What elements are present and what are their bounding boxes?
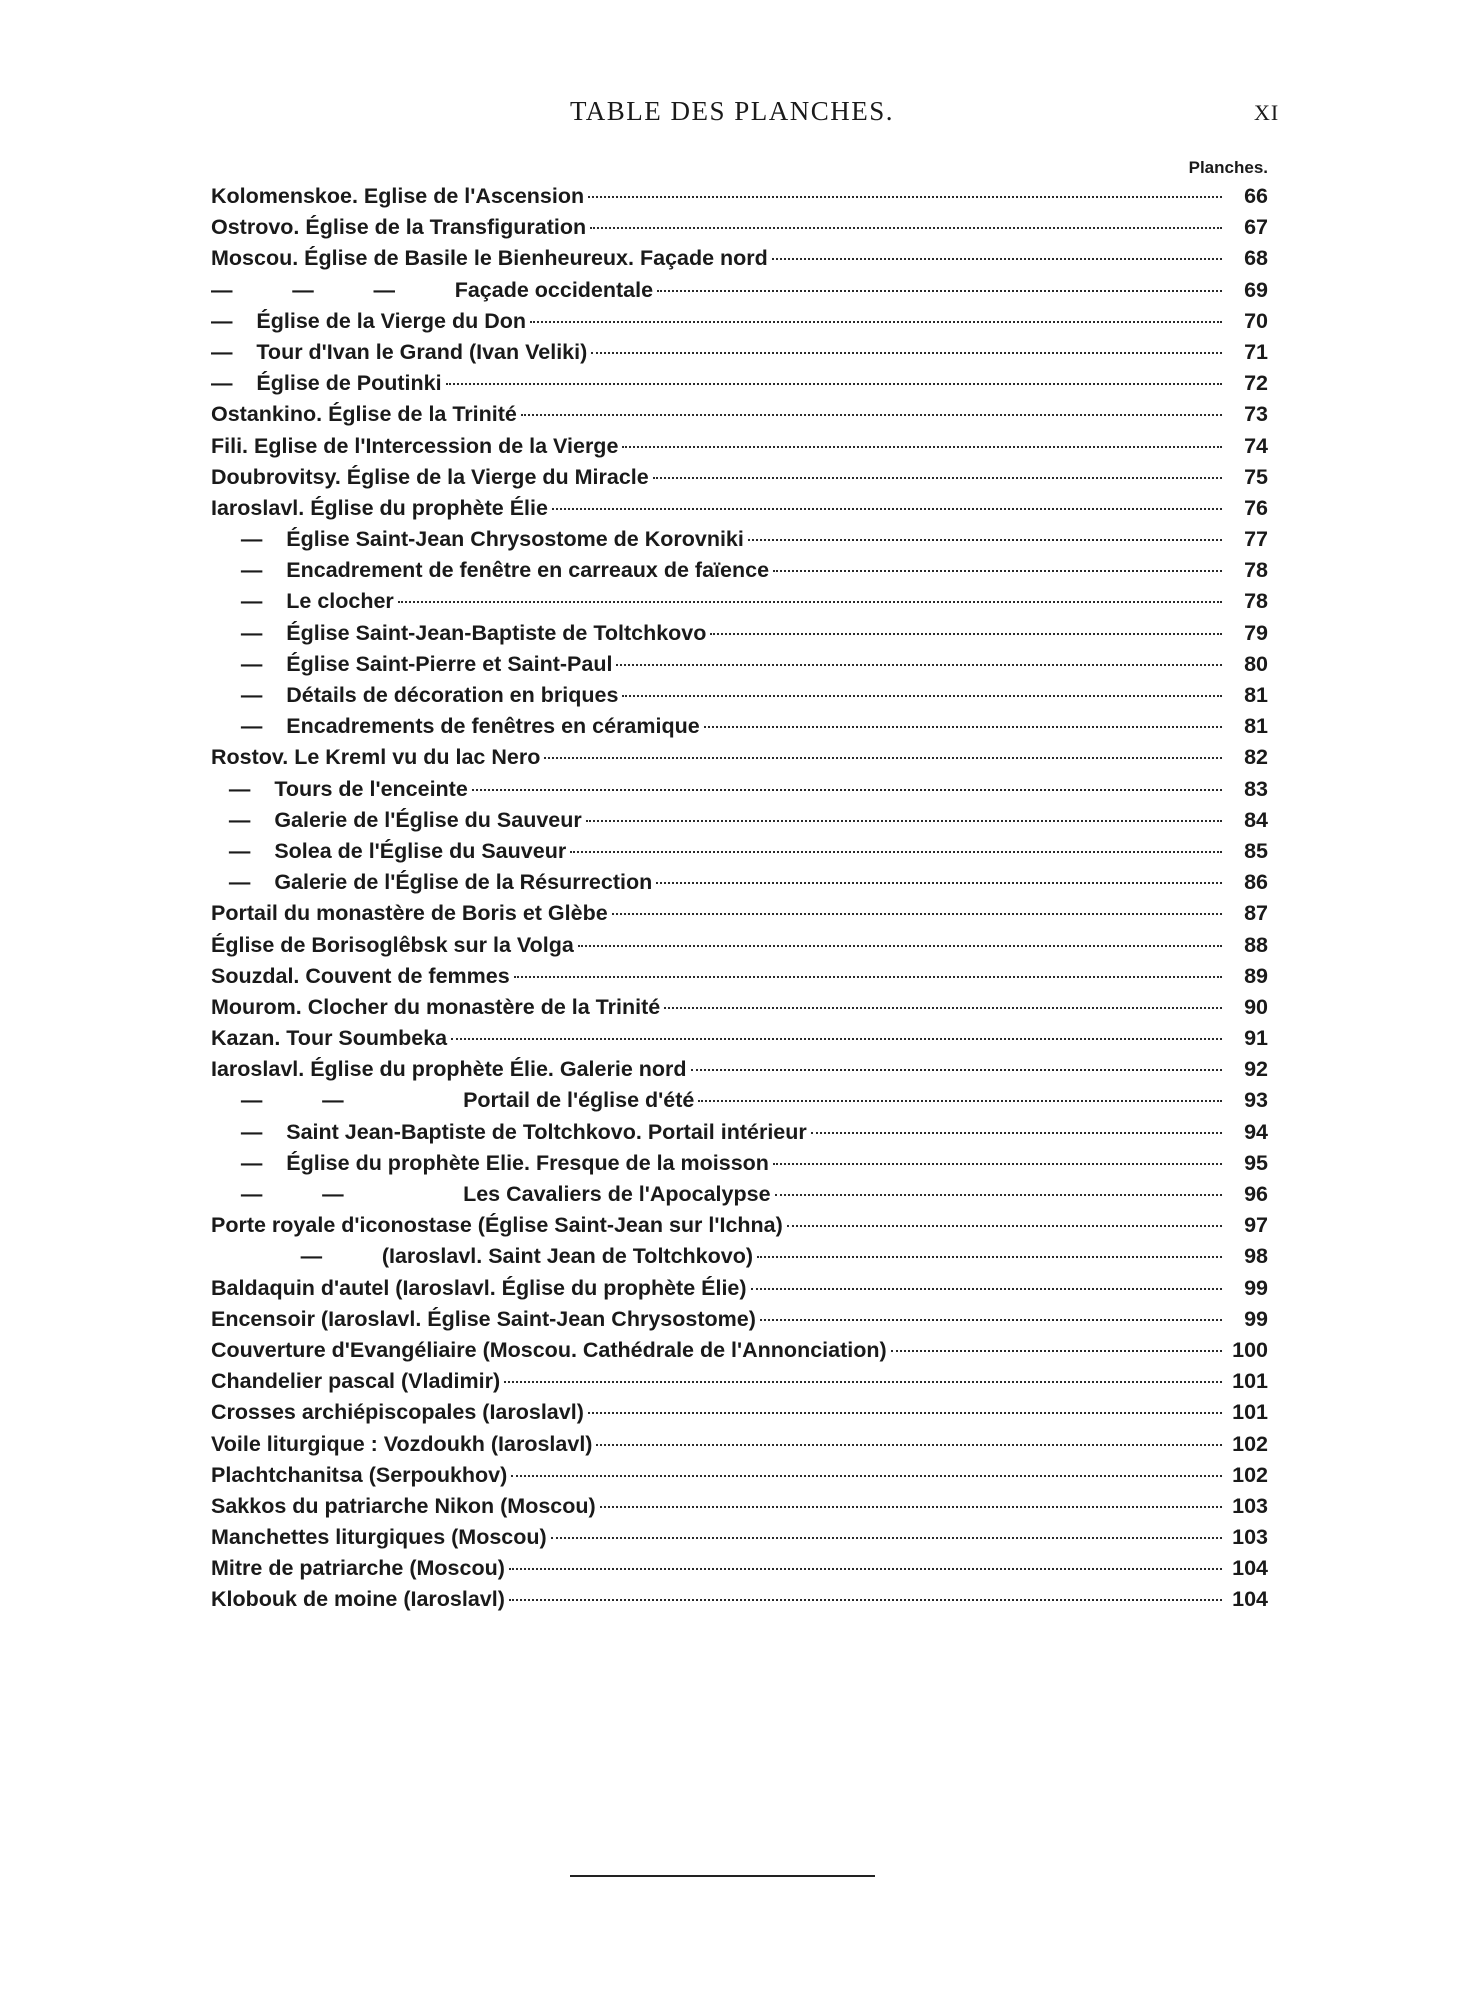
- toc-entry-label: Ostrovo. Église de la Transfiguration: [211, 215, 587, 240]
- toc-entry-label: — Tours de l'enceinte: [211, 776, 468, 801]
- toc-entry-label: Mitre de patriarche (Moscou): [211, 1556, 505, 1581]
- toc-entry-label: Plachtchanitsa (Serpoukhov): [211, 1462, 508, 1487]
- toc-entry-plate-number: 103: [1232, 1493, 1268, 1518]
- dot-leader: [787, 1225, 1222, 1227]
- dot-leader: [760, 1319, 1222, 1321]
- toc-entry-label: — (Iaroslavl. Saint Jean de Toltchkovo): [211, 1244, 754, 1269]
- toc-entry: [211, 1429, 1268, 1460]
- dot-leader: [656, 882, 1222, 884]
- toc-entry-label: — Église de la Vierge du Don: [211, 308, 527, 333]
- toc-entry: [211, 275, 1268, 306]
- toc-entry: [211, 1335, 1268, 1366]
- dot-leader: [590, 227, 1222, 229]
- toc-entry-label: — Église Saint-Jean-Baptiste de Toltchkovo: [211, 620, 707, 645]
- toc-entry: [211, 1522, 1268, 1553]
- toc-entry-plate-number: 72: [1244, 371, 1268, 396]
- toc-entry-plate-number: 78: [1244, 589, 1268, 614]
- toc-entry: [211, 524, 1268, 555]
- dot-leader: [552, 508, 1222, 510]
- toc-entry-label: — Saint Jean-Baptiste de Toltchkovo. Portail intérieur: [211, 1119, 807, 1144]
- toc-entry: [211, 680, 1268, 711]
- toc-entry-plate-number: 68: [1244, 246, 1268, 271]
- toc-entry-label: Rostov. Le Kreml vu du lac Nero: [211, 745, 541, 770]
- toc-entry: [211, 711, 1268, 742]
- dot-leader: [551, 1537, 1222, 1539]
- toc-entry: [211, 1584, 1268, 1615]
- toc-entry-label: Kazan. Tour Soumbeka: [211, 1026, 448, 1051]
- dot-leader: [570, 851, 1222, 853]
- toc-entry-label: — Tour d'Ivan le Grand (Ivan Veliki): [211, 339, 588, 364]
- toc-entry-plate-number: 81: [1244, 714, 1268, 739]
- dot-leader: [616, 664, 1222, 666]
- toc-entry-label: Iaroslavl. Église du prophète Élie. Galerie nord: [211, 1057, 687, 1082]
- toc-entry: [211, 181, 1268, 212]
- toc-entry-plate-number: 90: [1244, 994, 1268, 1019]
- dot-leader: [657, 290, 1222, 292]
- toc-entry: [211, 649, 1268, 680]
- toc-entry-label: — Église du prophète Elie. Fresque de la moisson: [211, 1150, 769, 1175]
- dot-leader: [596, 1444, 1222, 1446]
- closing-rule: [570, 1875, 875, 1877]
- column-header-plates: Planches.: [1188, 158, 1268, 177]
- toc-entry-plate-number: 74: [1244, 433, 1268, 458]
- toc-entry: [211, 306, 1268, 337]
- dot-leader: [612, 913, 1222, 915]
- toc-entry-plate-number: 81: [1244, 683, 1268, 707]
- dot-leader: [521, 414, 1222, 416]
- toc-entry-plate-number: 99: [1244, 1306, 1268, 1331]
- toc-entry-label: Souzdal. Couvent de femmes: [211, 963, 510, 988]
- toc-entry-plate-number: 91: [1244, 1026, 1268, 1051]
- toc-entry-label: Manchettes liturgiques (Moscou): [211, 1525, 547, 1550]
- toc-entry-plate-number: 100: [1232, 1337, 1268, 1362]
- toc-entry-label: — Solea de l'Église du Sauveur: [211, 838, 567, 863]
- toc-entry-label: — Église Saint-Jean Chrysostome de Korovniki: [211, 527, 744, 552]
- toc-entry: [211, 212, 1268, 243]
- dot-leader: [600, 1506, 1222, 1508]
- toc-entry-plate-number: 99: [1244, 1275, 1268, 1300]
- toc-entry: [211, 1304, 1268, 1335]
- toc-entry: [211, 1460, 1268, 1491]
- toc-entry: [211, 742, 1268, 773]
- dot-leader: [698, 1100, 1222, 1102]
- toc-entry-plate-number: 101: [1232, 1400, 1268, 1425]
- dot-leader: [509, 1568, 1222, 1570]
- toc-entry-label: — — — Façade occidentale: [211, 277, 654, 302]
- dot-leader: [653, 477, 1222, 479]
- dot-leader: [472, 789, 1222, 791]
- toc-entry-label: Sakkos du patriarche Nikon (Moscou): [211, 1493, 596, 1518]
- table-of-plates: [211, 181, 1268, 1616]
- toc-entry: [211, 1117, 1268, 1148]
- toc-entry: [211, 836, 1268, 867]
- toc-entry-label: Kolomenskoe. Eglise de l'Ascension: [211, 184, 585, 208]
- toc-entry-label: Moscou. Église de Basile le Bienheureux. Façade nord: [211, 246, 768, 271]
- toc-entry-label: — Encadrements de fenêtres en céramique: [211, 714, 700, 739]
- toc-entry: [211, 992, 1268, 1023]
- toc-entry-plate-number: 66: [1244, 184, 1268, 208]
- toc-entry: [211, 867, 1268, 898]
- toc-entry-plate-number: 87: [1244, 901, 1268, 926]
- dot-leader: [544, 757, 1222, 759]
- toc-entry-label: Doubrovitsy. Église de la Vierge du Miracle: [211, 464, 649, 489]
- toc-entry-plate-number: 94: [1244, 1119, 1268, 1144]
- toc-entry-plate-number: 82: [1244, 745, 1268, 770]
- toc-entry: [211, 930, 1268, 961]
- dot-leader: [772, 258, 1222, 260]
- toc-entry-plate-number: 104: [1232, 1587, 1268, 1612]
- dot-leader: [451, 1038, 1222, 1040]
- toc-entry-plate-number: 92: [1244, 1057, 1268, 1082]
- dot-leader: [691, 1069, 1222, 1071]
- toc-entry: [211, 1179, 1268, 1210]
- dot-leader: [811, 1132, 1222, 1134]
- toc-entry-plate-number: 97: [1244, 1213, 1268, 1238]
- toc-entry-plate-number: 88: [1244, 932, 1268, 957]
- toc-entry-label: Crosses archiépiscopales (Iaroslavl): [211, 1400, 584, 1425]
- toc-entry: [211, 243, 1268, 274]
- toc-entry: [211, 586, 1268, 617]
- dot-leader: [509, 1599, 1222, 1601]
- dot-leader: [398, 601, 1222, 603]
- dot-leader: [588, 1412, 1222, 1414]
- toc-entry-plate-number: 75: [1244, 464, 1268, 489]
- toc-entry: [211, 805, 1268, 836]
- dot-leader: [530, 321, 1222, 323]
- dot-leader: [504, 1381, 1222, 1383]
- toc-entry-label: — Galerie de l'Église de la Résurrection: [211, 870, 653, 895]
- toc-entry-label: Église de Borisoglêbsk sur la Volga: [211, 932, 574, 957]
- toc-entry-plate-number: 86: [1244, 870, 1268, 895]
- toc-entry-label: Iaroslavl. Église du prophète Élie: [211, 495, 548, 520]
- toc-entry: [211, 898, 1268, 929]
- dot-leader: [514, 976, 1222, 978]
- toc-entry-label: Baldaquin d'autel (Iaroslavl. Église du prophète Élie): [211, 1275, 747, 1300]
- toc-entry-label: — Galerie de l'Église du Sauveur: [211, 807, 582, 832]
- toc-entry-plate-number: 71: [1244, 339, 1268, 364]
- toc-entry-label: Porte royale d'iconostase (Église Saint-Jean sur l'Ichna): [211, 1213, 783, 1238]
- dot-leader: [748, 539, 1222, 541]
- toc-entry-label: — Encadrement de fenêtre en carreaux de faïence: [211, 558, 770, 583]
- page-number: XI: [1254, 100, 1280, 125]
- dot-leader: [773, 570, 1222, 572]
- toc-entry: [211, 368, 1268, 399]
- dot-leader: [591, 352, 1222, 354]
- toc-entry-plate-number: 80: [1244, 651, 1268, 676]
- toc-entry: [211, 1273, 1268, 1304]
- toc-entry-plate-number: 73: [1244, 402, 1268, 427]
- toc-entry: [211, 618, 1268, 649]
- toc-entry-label: Voile liturgique : Vozdoukh (Iaroslavl): [211, 1431, 593, 1456]
- toc-entry: [211, 431, 1268, 462]
- toc-entry: [211, 1241, 1268, 1272]
- toc-entry-label: Chandelier pascal (Vladimir): [211, 1369, 501, 1394]
- toc-entry-label: — Église Saint-Pierre et Saint-Paul: [211, 651, 613, 676]
- toc-entry-plate-number: 76: [1244, 495, 1268, 520]
- toc-entry: [211, 1397, 1268, 1428]
- toc-entry-label: Couverture d'Evangéliaire (Moscou. Cathédrale de l'Annonciation): [211, 1337, 887, 1362]
- toc-entry-label: Fili. Eglise de l'Intercession de la Vierge: [211, 433, 619, 458]
- dot-leader: [751, 1288, 1222, 1290]
- dot-leader: [710, 633, 1222, 635]
- toc-entry-plate-number: 104: [1232, 1556, 1268, 1581]
- dot-leader: [586, 820, 1222, 822]
- toc-entry-plate-number: 95: [1244, 1150, 1268, 1175]
- toc-entry-label: Mourom. Clocher du monastère de la Trinité: [211, 994, 661, 1019]
- toc-entry-plate-number: 102: [1232, 1431, 1268, 1456]
- dot-leader: [578, 945, 1222, 947]
- toc-entry-label: Ostankino. Église de la Trinité: [211, 402, 517, 427]
- toc-entry-plate-number: 77: [1244, 527, 1268, 552]
- toc-entry-plate-number: 79: [1244, 620, 1268, 645]
- toc-entry-plate-number: 84: [1244, 807, 1268, 832]
- dot-leader: [773, 1163, 1222, 1165]
- toc-entry: [211, 1366, 1268, 1397]
- toc-entry-plate-number: 89: [1244, 963, 1268, 988]
- toc-entry: [211, 1054, 1268, 1085]
- toc-entry-label: — Le clocher: [211, 589, 394, 614]
- toc-entry-plate-number: 67: [1244, 215, 1268, 240]
- dot-leader: [704, 726, 1222, 728]
- toc-entry-label: — Détails de décoration en briques: [211, 683, 619, 707]
- toc-entry: [211, 1553, 1268, 1584]
- dot-leader: [511, 1475, 1222, 1477]
- toc-entry-plate-number: 70: [1244, 308, 1268, 333]
- toc-entry-plate-number: 78: [1244, 558, 1268, 583]
- toc-entry-plate-number: 101: [1232, 1369, 1268, 1394]
- toc-entry: [211, 555, 1268, 586]
- toc-entry-label: Portail du monastère de Boris et Glèbe: [211, 901, 608, 926]
- toc-entry-label: — — Les Cavaliers de l'Apocalypse: [211, 1182, 771, 1206]
- dot-leader: [588, 196, 1222, 198]
- dot-leader: [757, 1256, 1222, 1258]
- toc-entry: [211, 399, 1268, 430]
- toc-entry: [211, 1491, 1268, 1522]
- toc-entry-plate-number: 102: [1232, 1462, 1268, 1487]
- toc-entry: [211, 1085, 1268, 1116]
- toc-entry-plate-number: 93: [1244, 1088, 1268, 1113]
- dot-leader: [891, 1350, 1222, 1352]
- toc-entry-plate-number: 98: [1244, 1244, 1268, 1269]
- toc-entry: [211, 1148, 1268, 1179]
- toc-entry: [211, 462, 1268, 493]
- toc-entry-plate-number: 96: [1244, 1182, 1268, 1206]
- toc-entry-label: — Église de Poutinki: [211, 371, 442, 396]
- toc-entry-plate-number: 83: [1244, 776, 1268, 801]
- dot-leader: [664, 1007, 1222, 1009]
- toc-entry: [211, 337, 1268, 368]
- dot-leader: [622, 695, 1222, 697]
- toc-entry: [211, 1210, 1268, 1241]
- toc-entry: [211, 961, 1268, 992]
- page-title: TABLE DES PLANCHES.: [569, 96, 895, 126]
- toc-entry: [211, 493, 1268, 524]
- toc-entry-plate-number: 69: [1244, 277, 1268, 302]
- toc-entry-label: Encensoir (Iaroslavl. Église Saint-Jean Chrysostome): [211, 1306, 756, 1331]
- toc-entry-plate-number: 85: [1244, 838, 1268, 863]
- dot-leader: [622, 446, 1222, 448]
- toc-entry-plate-number: 103: [1232, 1525, 1268, 1550]
- toc-entry: [211, 774, 1268, 805]
- toc-entry: [211, 1023, 1268, 1054]
- dot-leader: [775, 1194, 1222, 1196]
- toc-entry-label: — — Portail de l'église d'été: [211, 1088, 695, 1113]
- toc-entry-label: Klobouk de moine (Iaroslavl): [211, 1587, 505, 1612]
- dot-leader: [446, 383, 1222, 385]
